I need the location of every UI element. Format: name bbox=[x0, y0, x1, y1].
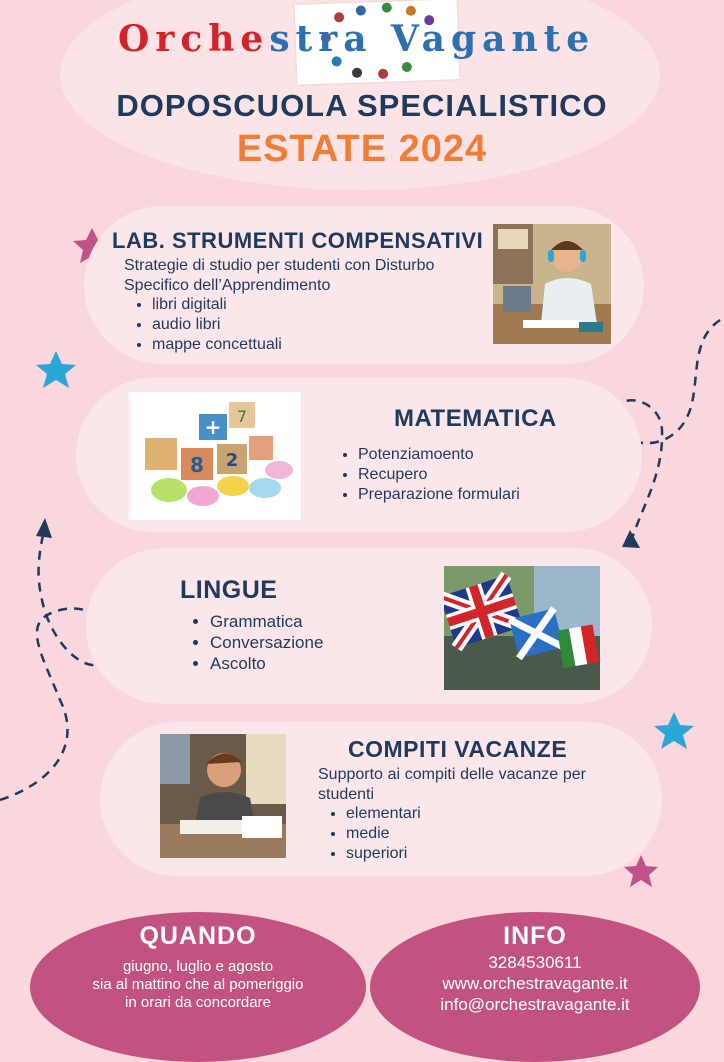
list-item: • Potenziamoento bbox=[358, 445, 520, 465]
list-item: • audio libri bbox=[152, 315, 282, 335]
brand-name-red: Orche bbox=[118, 18, 270, 60]
page-subtitle: ESTATE 2024 bbox=[236, 128, 488, 170]
section-list-strumenti bbox=[126, 295, 282, 355]
section-title-compiti: COMPITI VACANZE bbox=[348, 736, 568, 762]
section-list-matematica bbox=[332, 445, 520, 505]
list-item: • Recupero bbox=[358, 465, 520, 485]
svg-text:7: 7 bbox=[236, 407, 248, 426]
page-title: DOPOSCUOLA SPECIALISTICO bbox=[116, 88, 608, 123]
star-blue-left bbox=[36, 351, 76, 388]
list-item: • Preparazione formulari bbox=[358, 485, 520, 505]
quando-line: in orari da concordare bbox=[125, 994, 271, 1011]
list-item: • superiori bbox=[346, 844, 421, 864]
brand-name-blue: stra Vagante bbox=[269, 18, 596, 60]
svg-text:8: 8 bbox=[190, 453, 204, 477]
section-list-compiti bbox=[320, 804, 421, 864]
info-title: INFO bbox=[503, 922, 567, 950]
arrow-head-left bbox=[36, 518, 52, 538]
photo-math-blocks bbox=[129, 392, 301, 520]
section-title-matematica: MATEMATICA bbox=[394, 405, 557, 432]
star-blue-right bbox=[654, 712, 694, 749]
svg-text:2: 2 bbox=[225, 450, 239, 471]
quando-line: sia al mattino che al pomeriggio bbox=[92, 976, 304, 993]
section-list-lingue bbox=[184, 611, 323, 674]
section-description-compiti: Supporto ai compiti delle vacanze per studenti bbox=[318, 766, 586, 803]
quando-title: QUANDO bbox=[139, 922, 257, 950]
arrow-head-right bbox=[622, 530, 640, 548]
list-item: • Conversazione bbox=[210, 632, 323, 653]
quando-line: giugno, luglio e agosto bbox=[122, 958, 274, 975]
photo-flags bbox=[444, 566, 600, 690]
info-phone[interactable]: 3284530611 bbox=[488, 953, 582, 972]
info-website-link[interactable]: www.orchestravagante.it bbox=[442, 974, 628, 993]
info-text bbox=[370, 952, 700, 1015]
list-item: • medie bbox=[346, 824, 421, 844]
svg-text:+: + bbox=[204, 415, 222, 439]
photo-student-writing bbox=[160, 734, 286, 858]
list-item: • Grammatica bbox=[210, 611, 323, 632]
info-email-link[interactable]: info@orchestravagante.it bbox=[440, 995, 630, 1014]
section-description-strumenti: Strategie di studio per studenti con Disturbo Specifico dell’Apprendimento bbox=[124, 257, 435, 294]
quando-text bbox=[30, 958, 366, 1012]
list-item: • libri digitali bbox=[152, 295, 282, 315]
list-item: • Ascolto bbox=[210, 653, 323, 674]
photo-student-headphones bbox=[493, 224, 611, 344]
section-title-lingue: LINGUE bbox=[180, 576, 278, 604]
section-title-strumenti: LAB. STRUMENTI COMPENSATIVI bbox=[112, 228, 484, 253]
list-item: • elementari bbox=[346, 804, 421, 824]
list-item: • mappe concettuali bbox=[152, 335, 282, 355]
